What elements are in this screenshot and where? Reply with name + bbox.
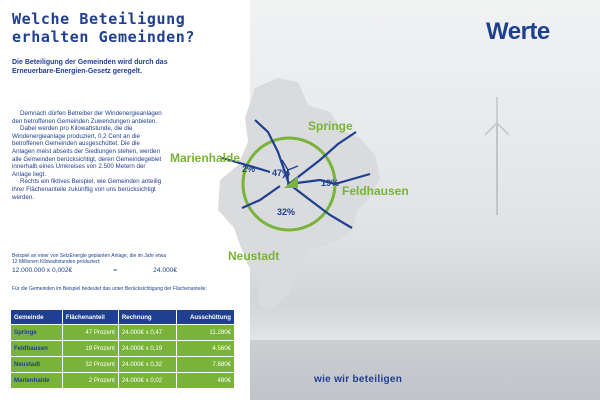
calc-result: 24.000€: [153, 267, 177, 274]
cell-name: Marienhalde: [11, 373, 63, 389]
calc-equals: =: [113, 267, 118, 274]
map-percent-springe: 47%: [272, 168, 291, 178]
cell-share: 19 Prozent: [62, 341, 118, 357]
table-row: [11, 357, 235, 373]
cell-calc: 24.000€ x 0,19: [118, 341, 176, 357]
cell-calc: 24.000€ x 0,47: [118, 325, 176, 341]
page-title: [12, 10, 262, 46]
cell-share: 2 Prozent: [62, 373, 118, 389]
cell-payout: 480€: [176, 373, 234, 389]
title-line-1: Welche Beteiligung: [12, 10, 186, 28]
subtitle-line-2: Erneuerbare-Energien-Gesetz geregelt.: [12, 68, 142, 75]
cell-name: Neustadt: [11, 357, 63, 373]
column-header-rechnung: Rechnung: [118, 310, 176, 325]
tagline: wie wir beteiligen: [314, 374, 403, 385]
map-label-marienhalde: Marienhalde: [170, 151, 241, 165]
column-header-flaechenanteil: Flächenanteil: [62, 310, 118, 325]
calc-left: 12.000.000 x 0,002€: [12, 267, 73, 274]
cell-payout: 7.680€: [176, 357, 234, 373]
example-note: Beispiel an einer von SelzEnergie geplanten Anlage, die im Jahr etwa 12 Millionen Kilowattstunden produziert:: [12, 253, 166, 266]
map-label-feldhausen: Feldhausen: [342, 184, 409, 198]
brand-logo: Werte: [486, 18, 550, 45]
cell-payout: 4.560€: [176, 341, 234, 357]
title-line-2: erhalten Gemeinden?: [12, 28, 195, 46]
subtitle-line-1: Die Beteiligung der Gemeinden wird durch das: [12, 59, 168, 66]
table-row: [11, 341, 235, 357]
example-calculation: [12, 267, 177, 274]
table-row: [11, 373, 235, 389]
body-paragraph: Dabei werden pro Kilowattstunde, die die Windenergieanlage produziert, 0,2 Cent an die betroffenen Gemeinden ausgeschüttet. Die die Anlagen meist abseits der Siedlungen stehen, werden alle Gemeinden berücksichtigt, deren Gemeindegebiet innerhalb eines Umkreises von 2.500 Metern der Anlage liegt.: [12, 125, 162, 178]
cell-payout: 11.280€: [176, 325, 234, 341]
map-percent-neustadt: 32%: [277, 207, 296, 217]
cell-share: 32 Prozent: [62, 357, 118, 373]
cell-calc: 24.000€ x 0,32: [118, 357, 176, 373]
body-text: [12, 110, 162, 201]
map-label-neustadt: Neustadt: [228, 249, 280, 263]
body-paragraph: Rechts ein fiktives Beispiel, wie Gemeinden anteilig ihrer Flächenanteile zukünftig von uns berücksichtigt werden.: [12, 178, 162, 201]
cell-name: Feldhausen: [11, 341, 63, 357]
cell-share: 47 Prozent: [62, 325, 118, 341]
column-header-ausschuettung: Ausschüttung: [176, 310, 234, 325]
map-label-springe: Springe: [308, 119, 353, 133]
map-percent-marienhalde: 2%: [242, 164, 256, 174]
municipality-map: [160, 60, 410, 340]
map-percent-feldhausen: 19%: [321, 178, 340, 188]
body-paragraph: Demnach dürfen Betreiber der Windenergieanlagen den betroffenen Gemeinden Zuwendungen anbieten.: [12, 110, 162, 125]
example-note-2: Für die Gemeinden im Beispiel bedeutet das unter Berücksichtigung der Flächenanteile:: [12, 286, 207, 292]
cell-calc: 24.000€ x 0,02: [118, 373, 176, 389]
column-header-gemeinde: Gemeinde: [11, 310, 63, 325]
cell-name: Springe: [11, 325, 63, 341]
wind-turbine-icon: [482, 95, 512, 215]
